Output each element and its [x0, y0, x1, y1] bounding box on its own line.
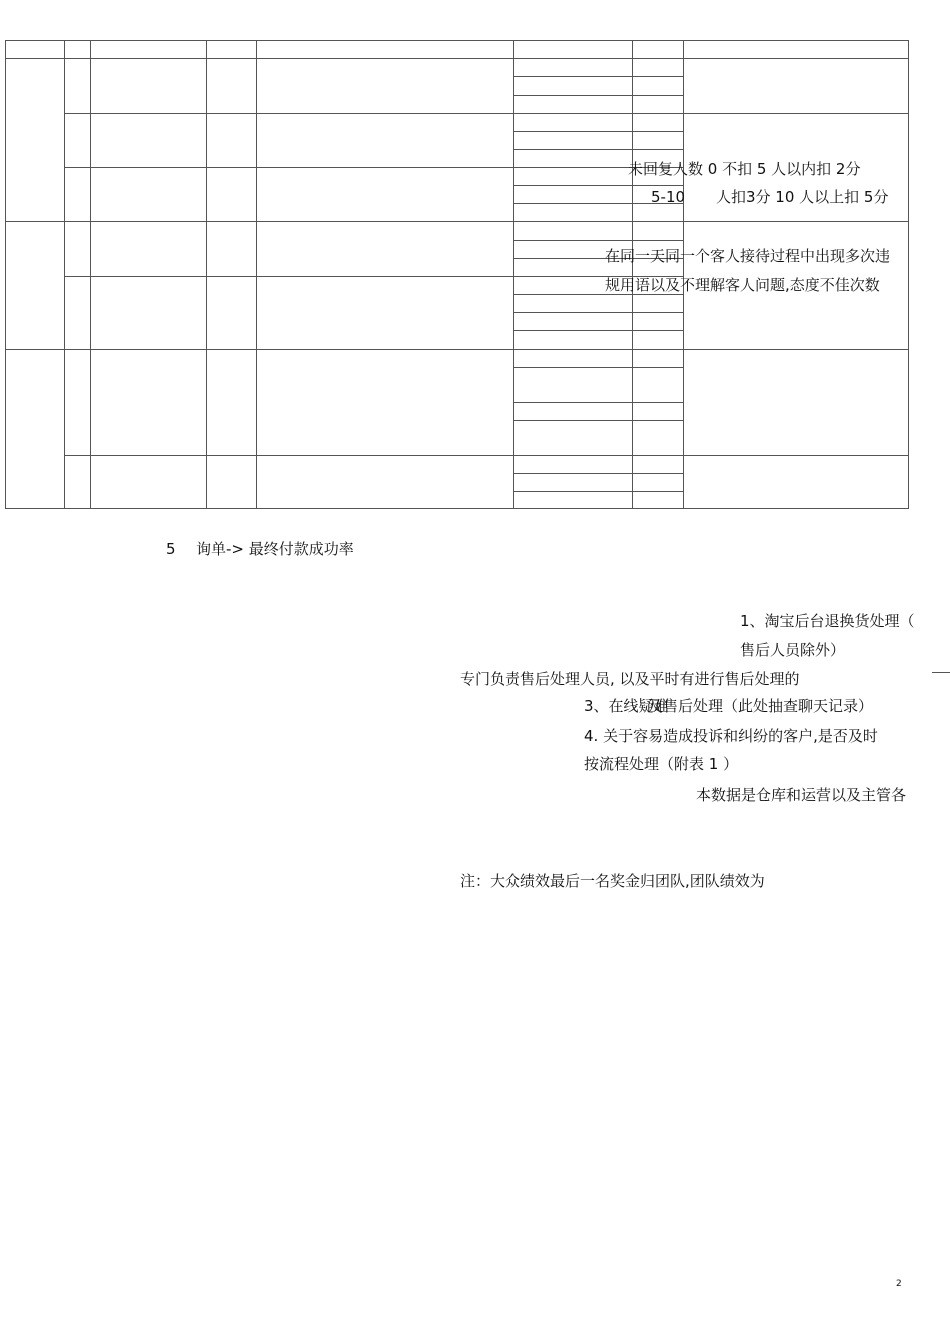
aftersales-line-5: 4. 关于容易造成投诉和纠纷的客户,是否及时 [584, 727, 878, 745]
item-5-number: 5 [166, 540, 176, 558]
violation-rule-line-2: 规用语以及不理解客人问题,态度不佳次数 [605, 276, 880, 294]
aftersales-line-3: 专门负责售后处理人员, 以及平时有进行售后处理的 [460, 670, 800, 688]
aftersales-line-6: 按流程处理（附表 1 ） [584, 755, 739, 773]
aftersales-line-4b: 及售后处理（此处抽查聊天记录） [648, 697, 874, 715]
page-number: 2 [896, 1279, 902, 1289]
violation-rule-line-1: 在同一天同一个客人接待过程中出现多次违 [605, 247, 891, 265]
aftersales-line-7: 本数据是仓库和运营以及主管各 [696, 786, 907, 804]
table-border [6, 41, 909, 509]
item-5-text: 询单-> 最终付款成功率 [196, 540, 354, 558]
aftersales-line-1: 1、淘宝后台退换货处理（ [740, 612, 915, 630]
aftersales-line-2: 售后人员除外） [740, 641, 846, 659]
unreplied-rule-line-1: 未回复人数 0 不扣 5 人以内扣 2分 [628, 160, 861, 178]
unreplied-rule-line-2b: 人扣3分 10 人以上扣 5分 [716, 188, 889, 206]
footnote: 注：大众绩效最后一名奖金归团队,团队绩效为 [460, 872, 765, 890]
unreplied-rule-line-2a: 5-10 [651, 188, 686, 206]
aftersales-line-4a: 3、在线疑难 [584, 697, 669, 715]
